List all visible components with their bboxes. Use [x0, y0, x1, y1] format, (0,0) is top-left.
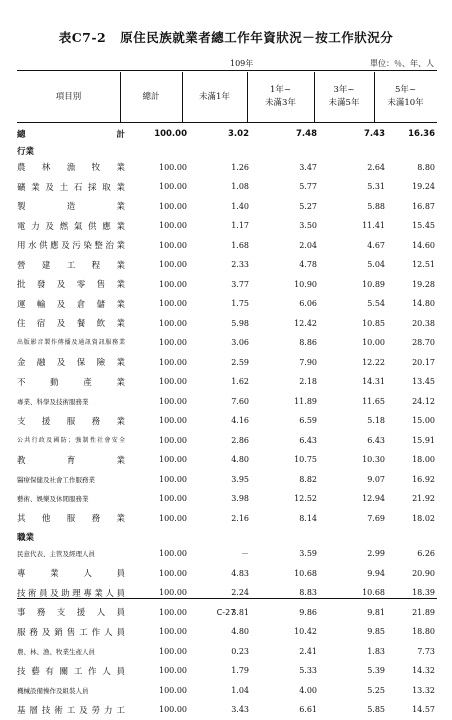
- table-cell: 10.85: [362, 318, 385, 328]
- table-cell: 7.69: [367, 513, 385, 523]
- table-cell: －: [241, 549, 249, 559]
- table-cell: 6.59: [299, 416, 317, 426]
- table-cell: 100.00: [159, 685, 187, 695]
- table-cell: 100.00: [159, 260, 187, 270]
- table-cell: 2.04: [299, 240, 317, 250]
- row-label-text: 批發及零售業: [17, 280, 125, 291]
- row-label: [17, 177, 125, 197]
- row-label-text: 農林漁牧業: [17, 163, 125, 174]
- row-label-text: 營建工程業: [17, 260, 125, 271]
- table-cell: 100.00: [159, 357, 187, 367]
- table-row: [17, 216, 437, 236]
- table-row: [17, 509, 437, 529]
- table-cell: 18.80: [412, 627, 435, 637]
- table-cell: 4.16: [231, 416, 249, 426]
- table-cell: 5.33: [299, 666, 317, 676]
- row-label: [17, 411, 125, 431]
- table-cell: 15.00: [412, 416, 435, 426]
- section-heading-industry: 行業: [17, 146, 35, 157]
- table-cell: 0.23: [231, 646, 249, 656]
- table-row: [17, 158, 437, 178]
- table-cell: 100.00: [159, 182, 187, 192]
- table-cell: 100.00: [159, 568, 187, 578]
- table-cell: 16.87: [412, 201, 435, 211]
- table-cell: 2.86: [231, 435, 249, 445]
- table-cell: 10.89: [362, 279, 385, 289]
- table-cell: 18.00: [412, 455, 435, 465]
- table-cell: 3.50: [299, 221, 317, 231]
- table-cell: 21.92: [412, 494, 435, 504]
- table-row: [17, 353, 437, 373]
- row-label: [17, 700, 125, 720]
- table-cell: 20.17: [412, 357, 435, 367]
- table-cell: 100.00: [159, 666, 187, 676]
- table-cell: 100.00: [159, 513, 187, 523]
- table-cell: 19.24: [412, 182, 435, 192]
- table-cell: 10.90: [294, 279, 317, 289]
- table-cell: 5.25: [367, 685, 385, 695]
- total-cell: 7.48: [296, 128, 317, 139]
- table-title: [0, 28, 452, 46]
- row-label-text: 專業人員: [17, 569, 125, 580]
- row-label: [17, 544, 125, 564]
- table-cell: 11.41: [362, 221, 385, 231]
- row-label-text: 運輸及倉儲業: [17, 299, 125, 310]
- table-cell: 3.59: [299, 549, 317, 559]
- row-label-text: 公共行政及國防；強制性社會安全: [17, 436, 125, 444]
- table-cell: 3.43: [231, 705, 249, 715]
- row-label-text: 金融及保險業: [17, 358, 125, 369]
- table-cell: 6.61: [299, 705, 317, 715]
- table-row: [17, 294, 437, 314]
- header-top-rule: [17, 70, 437, 71]
- table-cell: 100.00: [159, 705, 187, 715]
- row-label: [17, 681, 125, 701]
- table-cell: 2.16: [231, 513, 249, 523]
- row-label-text: 民意代表、主管及經理人員: [17, 550, 95, 559]
- table-cell: 5.04: [367, 260, 385, 270]
- table-cell: 12.42: [294, 318, 317, 328]
- row-label-text: 用水供應及污染整治業: [17, 241, 125, 252]
- table-cell: 3.47: [299, 162, 317, 172]
- table-cell: 9.85: [367, 627, 385, 637]
- table-cell: 10.75: [294, 455, 317, 465]
- table-cell: 4.80: [231, 627, 249, 637]
- table-cell: 5.77: [299, 182, 317, 192]
- row-label: [17, 661, 125, 681]
- table-cell: 1.75: [231, 299, 249, 309]
- table-cell: 8.14: [299, 513, 317, 523]
- table-cell: 15.45: [412, 221, 435, 231]
- row-label: [17, 372, 125, 392]
- row-label: [17, 583, 125, 603]
- table-cell: 12.94: [362, 494, 385, 504]
- table-cell: 1.04: [231, 685, 249, 695]
- table-cell: 100.00: [159, 494, 187, 504]
- table-row: [17, 197, 437, 217]
- total-row: [17, 124, 437, 144]
- table-cell: 20.90: [412, 568, 435, 578]
- table-cell: 5.31: [367, 182, 385, 192]
- table-cell: 100.00: [159, 240, 187, 250]
- row-label-text: 專業、科學及技術服務業: [17, 397, 89, 406]
- table-cell: 7.90: [299, 357, 317, 367]
- table-cell: 100.00: [159, 396, 187, 406]
- row-label: [17, 489, 125, 509]
- row-label-text: 支援服務業: [17, 416, 125, 427]
- table-cell: 28.70: [412, 338, 435, 348]
- row-label-text: 製造業: [17, 202, 125, 213]
- table-cell: 1.40: [231, 201, 249, 211]
- table-row: [17, 411, 437, 431]
- table-cell: 1.79: [231, 666, 249, 676]
- row-label: [17, 216, 125, 236]
- table-cell: 14.57: [412, 705, 435, 715]
- row-label-text: 農、林、漁、牧業生產人員: [17, 647, 95, 656]
- table-cell: 6.26: [417, 549, 435, 559]
- table-cell: 3.06: [231, 338, 249, 348]
- row-label-text: 服務及銷售工作人員: [17, 627, 125, 638]
- row-label: [17, 314, 125, 334]
- table-cell: 16.92: [412, 474, 435, 484]
- row-label: [17, 158, 125, 178]
- table-cell: 19.28: [412, 279, 435, 289]
- table-row: [17, 642, 437, 662]
- table-cell: 1.17: [231, 221, 249, 231]
- table-row: [17, 392, 437, 412]
- table-cell: 14.60: [412, 240, 435, 250]
- table-row: [17, 564, 437, 584]
- table-cell: 2.24: [231, 588, 249, 598]
- table-row: [17, 681, 437, 701]
- row-label: [17, 642, 125, 662]
- table-row: [17, 470, 437, 490]
- header-item: 項目別: [55, 91, 82, 102]
- table-cell: 100.00: [159, 474, 187, 484]
- row-label: [17, 450, 125, 470]
- table-cell: 13.45: [412, 377, 435, 387]
- row-label: [17, 564, 125, 584]
- table-cell: 8.83: [299, 588, 317, 598]
- table-cell: 100.00: [159, 162, 187, 172]
- industry-rows: [17, 158, 437, 529]
- table-cell: 1.08: [231, 182, 249, 192]
- table-row: [17, 544, 437, 564]
- table-cell: 11.65: [362, 396, 385, 406]
- table-cell: 100.00: [159, 201, 187, 211]
- table-cell: 3.77: [231, 279, 249, 289]
- header-1-3: 1年~ 未滿3年: [265, 85, 296, 108]
- table-cell: 9.07: [367, 474, 385, 484]
- table-cell: 2.59: [231, 357, 249, 367]
- row-label: [17, 333, 125, 353]
- row-label-text: 教育業: [17, 455, 125, 466]
- table-cell: 5.88: [367, 201, 385, 211]
- table-cell: 100.00: [159, 646, 187, 656]
- row-label: [17, 509, 125, 529]
- row-label-text: 礦業及土石採取業: [17, 182, 125, 193]
- row-label: [17, 622, 125, 642]
- table-cell: 100.00: [159, 607, 187, 617]
- table-cell: 8.80: [417, 162, 435, 172]
- table-row: [17, 372, 437, 392]
- table-cell: 9.81: [367, 607, 385, 617]
- row-label: [17, 431, 125, 451]
- table-cell: 10.30: [362, 455, 385, 465]
- table-cell: 8.86: [299, 338, 317, 348]
- table-cell: 10.00: [362, 338, 385, 348]
- table-cell: 1.68: [231, 240, 249, 250]
- table-cell: 12.22: [362, 357, 385, 367]
- table-cell: 5.54: [367, 299, 385, 309]
- row-label-text: 技術員及助理專業人員: [17, 588, 125, 599]
- row-label: [17, 275, 125, 295]
- table-cell: 20.38: [412, 318, 435, 328]
- table-cell: 100.00: [159, 221, 187, 231]
- table-cell: 3.95: [231, 474, 249, 484]
- table-cell: 1.26: [231, 162, 249, 172]
- table-row: [17, 622, 437, 642]
- table-title-text: 原住民族就業者總工作年資狀況－按工作狀況分: [120, 30, 394, 45]
- row-label-text: 出版影音製作傳播及通訊資訊服務業: [17, 339, 125, 346]
- table-cell: 100.00: [159, 416, 187, 426]
- table-row: [17, 431, 437, 451]
- total-cell: 100.00: [154, 128, 187, 139]
- table-cell: 2.33: [231, 260, 249, 270]
- table-cell: 100.00: [159, 549, 187, 559]
- total-label: 總 計: [17, 129, 125, 140]
- row-label-text: 藝術、娛樂及休閒服務業: [17, 495, 89, 504]
- table-cell: 9.86: [299, 607, 317, 617]
- table-row: [17, 275, 437, 295]
- table-cell: 1.83: [367, 646, 385, 656]
- row-label-text: 技藝有關工作人員: [17, 666, 125, 677]
- row-label-text: 醫療保健及社會工作服務業: [17, 475, 95, 484]
- table-cell: 100.00: [159, 338, 187, 348]
- table-cell: 12.52: [294, 494, 317, 504]
- table-body: [17, 124, 437, 720]
- table-cell: 7.60: [231, 396, 249, 406]
- table-cell: 14.32: [412, 666, 435, 676]
- row-label-text: 電力及燃氣供應業: [17, 221, 125, 232]
- year-label: 109年: [230, 59, 254, 68]
- table-cell: 7.73: [417, 646, 435, 656]
- table-cell: 18.02: [412, 513, 435, 523]
- table-cell: 10.68: [362, 588, 385, 598]
- table-cell: 5.27: [299, 201, 317, 211]
- table-cell: 100.00: [159, 279, 187, 289]
- header-3-5: 3年~ 未滿5年: [328, 85, 360, 108]
- table-cell: 14.80: [412, 299, 435, 309]
- table-cell: 100.00: [159, 377, 187, 387]
- table-row: [17, 583, 437, 603]
- table-row: [17, 255, 437, 275]
- row-label-text: 其他服務業: [17, 514, 125, 525]
- table-cell: 15.91: [412, 435, 435, 445]
- total-cell: 7.43: [364, 128, 385, 139]
- row-label: [17, 353, 125, 373]
- table-cell: 6.43: [299, 435, 317, 445]
- row-label: [17, 255, 125, 275]
- header-bottom-rule: [17, 122, 437, 123]
- table-row: [17, 450, 437, 470]
- table-cell: 12.51: [412, 260, 435, 270]
- row-label: [17, 470, 125, 490]
- header-5-10: 5年~ 未滿10年: [387, 85, 424, 108]
- table-cell: 100.00: [159, 588, 187, 598]
- table-cell: 6.43: [367, 435, 385, 445]
- table-cell: 18.39: [412, 588, 435, 598]
- table-cell: 4.67: [367, 240, 385, 250]
- table-cell: 14.31: [362, 377, 385, 387]
- page-number: C-27: [216, 608, 236, 617]
- row-label: [17, 294, 125, 314]
- table-cell: 8.82: [299, 474, 317, 484]
- section-heading-occupation: 職業: [17, 533, 35, 543]
- row-label-text: 不動產業: [17, 377, 125, 388]
- header-lt1: 未滿1年: [199, 91, 230, 102]
- table-cell: 4.80: [231, 455, 249, 465]
- table-row: [17, 236, 437, 256]
- row-label-text: 基層技術工及勞力工: [17, 705, 125, 716]
- table-cell: 4.83: [231, 568, 249, 578]
- table-cell: 13.32: [412, 685, 435, 695]
- unit-label: 單位：％、年、人: [370, 59, 434, 68]
- table-cell: 6.06: [299, 299, 317, 309]
- table-cell: 4.78: [299, 260, 317, 270]
- row-label-text: 機械設備操作及組裝人員: [17, 686, 89, 695]
- table-cell: 100.00: [159, 299, 187, 309]
- table-cell: 5.18: [367, 416, 385, 426]
- table-cell: 10.42: [294, 627, 317, 637]
- row-label: [17, 236, 125, 256]
- table-cell: 11.89: [294, 396, 317, 406]
- total-cell: 16.36: [408, 128, 435, 139]
- table-row: [17, 177, 437, 197]
- table-cell: 5.98: [231, 318, 249, 328]
- occupation-rows: [17, 544, 437, 720]
- header-total: 總計: [142, 91, 160, 102]
- table-row: [17, 314, 437, 334]
- total-cell: 3.02: [228, 128, 249, 139]
- row-label-text: 住宿及餐飲業: [17, 319, 125, 330]
- table-row: [17, 700, 437, 720]
- table-cell: 5.39: [367, 666, 385, 676]
- table-cell: 3.98: [231, 494, 249, 504]
- row-label-text: 事務支援人員: [17, 608, 125, 619]
- table-row: [17, 333, 437, 353]
- table-cell: 100.00: [159, 627, 187, 637]
- row-label: [17, 197, 125, 217]
- table-row: [17, 489, 437, 509]
- table-code: 表C7-2: [58, 30, 107, 45]
- table-cell: 9.94: [367, 568, 385, 578]
- table-cell: 100.00: [159, 318, 187, 328]
- table-cell: 2.99: [367, 549, 385, 559]
- table-cell: 100.00: [159, 455, 187, 465]
- table-cell: 24.12: [412, 396, 435, 406]
- table-cell: 5.85: [367, 705, 385, 715]
- table-cell: 2.41: [299, 646, 317, 656]
- table-cell: 10.68: [294, 568, 317, 578]
- table-cell: 100.00: [159, 435, 187, 445]
- table-cell: 4.00: [299, 685, 317, 695]
- table-cell: 1.62: [231, 377, 249, 387]
- table-cell: 2.18: [299, 377, 317, 387]
- row-label: [17, 392, 125, 412]
- table-cell: 21.89: [412, 607, 435, 617]
- table-cell: 3.81: [231, 607, 249, 617]
- table-row: [17, 661, 437, 681]
- table-cell: 2.64: [367, 162, 385, 172]
